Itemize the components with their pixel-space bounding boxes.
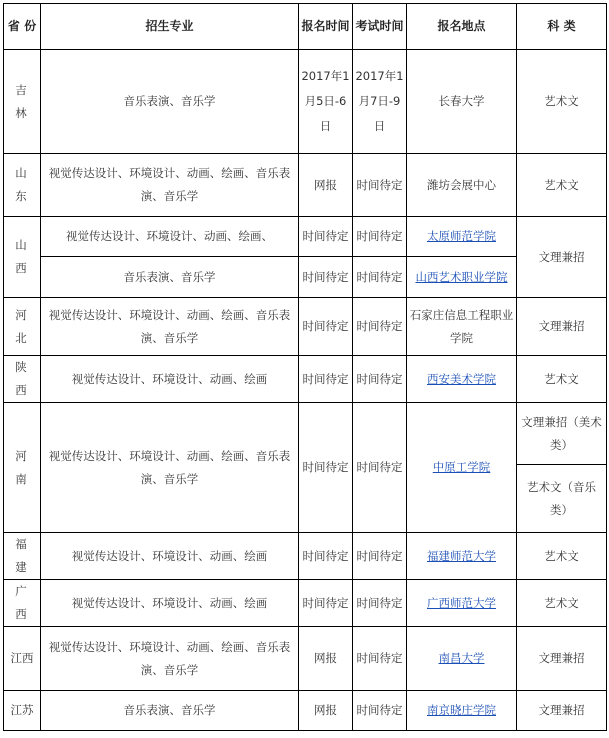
header-province: 省 份 (4, 4, 41, 50)
exam-time-cell: 时间待定 (353, 257, 407, 298)
table-row (4, 257, 607, 298)
reg-time-cell: 时间待定 (299, 533, 353, 580)
category-cell: 文理兼招 (517, 217, 607, 298)
location-cell: 长春大学 (407, 50, 517, 154)
major-cell: 视觉传达设计、环境设计、动画、绘画、音乐表演、音乐学 (41, 298, 299, 356)
location-cell (407, 627, 517, 691)
major-cell: 视觉传达设计、环境设计、动画、绘画、音乐表演、音乐学 (41, 154, 299, 217)
header-exam-time: 考试时间 (353, 4, 407, 50)
province-cell: 河 北 (4, 298, 41, 356)
exam-time-cell: 2017年1月7日-9日 (353, 50, 407, 154)
location-cell (407, 257, 517, 298)
category-cell: 文理兼招 (517, 298, 607, 356)
table-row (4, 217, 607, 257)
table-row (4, 154, 607, 217)
header-category: 科 类 (517, 4, 607, 50)
province-cell: 山 西 (4, 217, 41, 298)
location-cell (407, 356, 517, 403)
reg-time-cell: 时间待定 (299, 298, 353, 356)
location-link-guangxi[interactable]: 广西师范大学 (427, 595, 496, 610)
major-cell: 音乐表演、音乐学 (41, 691, 299, 731)
reg-time-cell: 2017年1月5日-6日 (299, 50, 353, 154)
exam-time-cell: 时间待定 (353, 298, 407, 356)
major-cell: 视觉传达设计、环境设计、动画、绘画 (41, 356, 299, 403)
location-cell (407, 580, 517, 627)
province-cell: 广 西 (4, 580, 41, 627)
table-row (4, 403, 607, 465)
category-cell: 艺术文 (517, 533, 607, 580)
major-cell: 音乐表演、音乐学 (41, 50, 299, 154)
province-cell: 福 建 (4, 533, 41, 580)
location-link-taiyuan[interactable]: 太原师范学院 (427, 229, 496, 243)
table-row (4, 533, 607, 580)
exam-time-cell: 时间待定 (353, 154, 407, 217)
location-cell (407, 217, 517, 257)
category-cell: 艺术文 (517, 154, 607, 217)
province-cell: 江苏 (4, 691, 41, 731)
location-cell (407, 403, 517, 533)
location-link-nanjing[interactable]: 南京晓庄学院 (427, 703, 496, 717)
exam-time-cell: 时间待定 (353, 691, 407, 731)
table-row (4, 356, 607, 403)
exam-time-cell: 时间待定 (353, 580, 407, 627)
major-cell: 视觉传达设计、环境设计、动画、绘画、 (41, 217, 299, 257)
location-link-shanxi-art[interactable]: 山西艺术职业学院 (415, 269, 508, 284)
major-cell: 视觉传达设计、环境设计、动画、绘画、音乐表演、音乐学 (41, 403, 299, 533)
reg-time-cell: 时间待定 (299, 217, 353, 257)
exam-time-cell: 时间待定 (353, 356, 407, 403)
table-row (4, 298, 607, 356)
major-cell: 音乐表演、音乐学 (41, 257, 299, 298)
reg-time-cell: 网报 (299, 691, 353, 731)
exam-time-cell: 时间待定 (353, 217, 407, 257)
category-cell: 艺术文 (517, 356, 607, 403)
category-cell: 艺术文（音乐类） (517, 465, 607, 533)
major-cell: 视觉传达设计、环境设计、动画、绘画、音乐表演、音乐学 (41, 627, 299, 691)
reg-time-cell: 时间待定 (299, 356, 353, 403)
exam-time-cell: 时间待定 (353, 533, 407, 580)
location-cell (407, 691, 517, 731)
province-cell: 江西 (4, 627, 41, 691)
province-cell: 河 南 (4, 403, 41, 533)
reg-time-cell: 网报 (299, 154, 353, 217)
major-cell: 视觉传达设计、环境设计、动画、绘画 (41, 580, 299, 627)
reg-time-cell: 时间待定 (299, 580, 353, 627)
reg-time-cell: 网报 (299, 627, 353, 691)
category-cell: 文理兼招 (517, 627, 607, 691)
location-cell: 潍坊会展中心 (407, 154, 517, 217)
location-cell: 石家庄信息工程职业学院 (407, 298, 517, 356)
province-cell: 吉 林 (4, 50, 41, 154)
reg-time-cell: 时间待定 (299, 403, 353, 533)
header-location: 报名地点 (407, 4, 517, 50)
province-cell: 陕 西 (4, 356, 41, 403)
category-cell: 艺术文 (517, 580, 607, 627)
location-cell (407, 533, 517, 580)
header-row (4, 4, 607, 50)
major-cell: 视觉传达设计、环境设计、动画、绘画 (41, 533, 299, 580)
location-link-fujian[interactable]: 福建师范大学 (427, 548, 496, 563)
location-link-nanchang[interactable]: 南昌大学 (438, 651, 485, 665)
category-cell: 艺术文 (517, 50, 607, 154)
category-cell: 文理兼招 (517, 691, 607, 731)
category-cell: 文理兼招（美术类） (517, 403, 607, 465)
location-link-zhongyuan[interactable]: 中原工学院 (432, 460, 491, 474)
exam-time-cell: 时间待定 (353, 403, 407, 533)
reg-time-cell: 时间待定 (299, 257, 353, 298)
admissions-table (3, 3, 607, 731)
table-row (4, 627, 607, 691)
table-row (4, 50, 607, 154)
province-cell: 山 东 (4, 154, 41, 217)
table-row (4, 691, 607, 731)
header-reg-time: 报名时间 (299, 4, 353, 50)
header-major: 招生专业 (41, 4, 299, 50)
table-row (4, 580, 607, 627)
exam-time-cell: 时间待定 (353, 627, 407, 691)
location-link-xian[interactable]: 西安美术学院 (427, 371, 496, 386)
